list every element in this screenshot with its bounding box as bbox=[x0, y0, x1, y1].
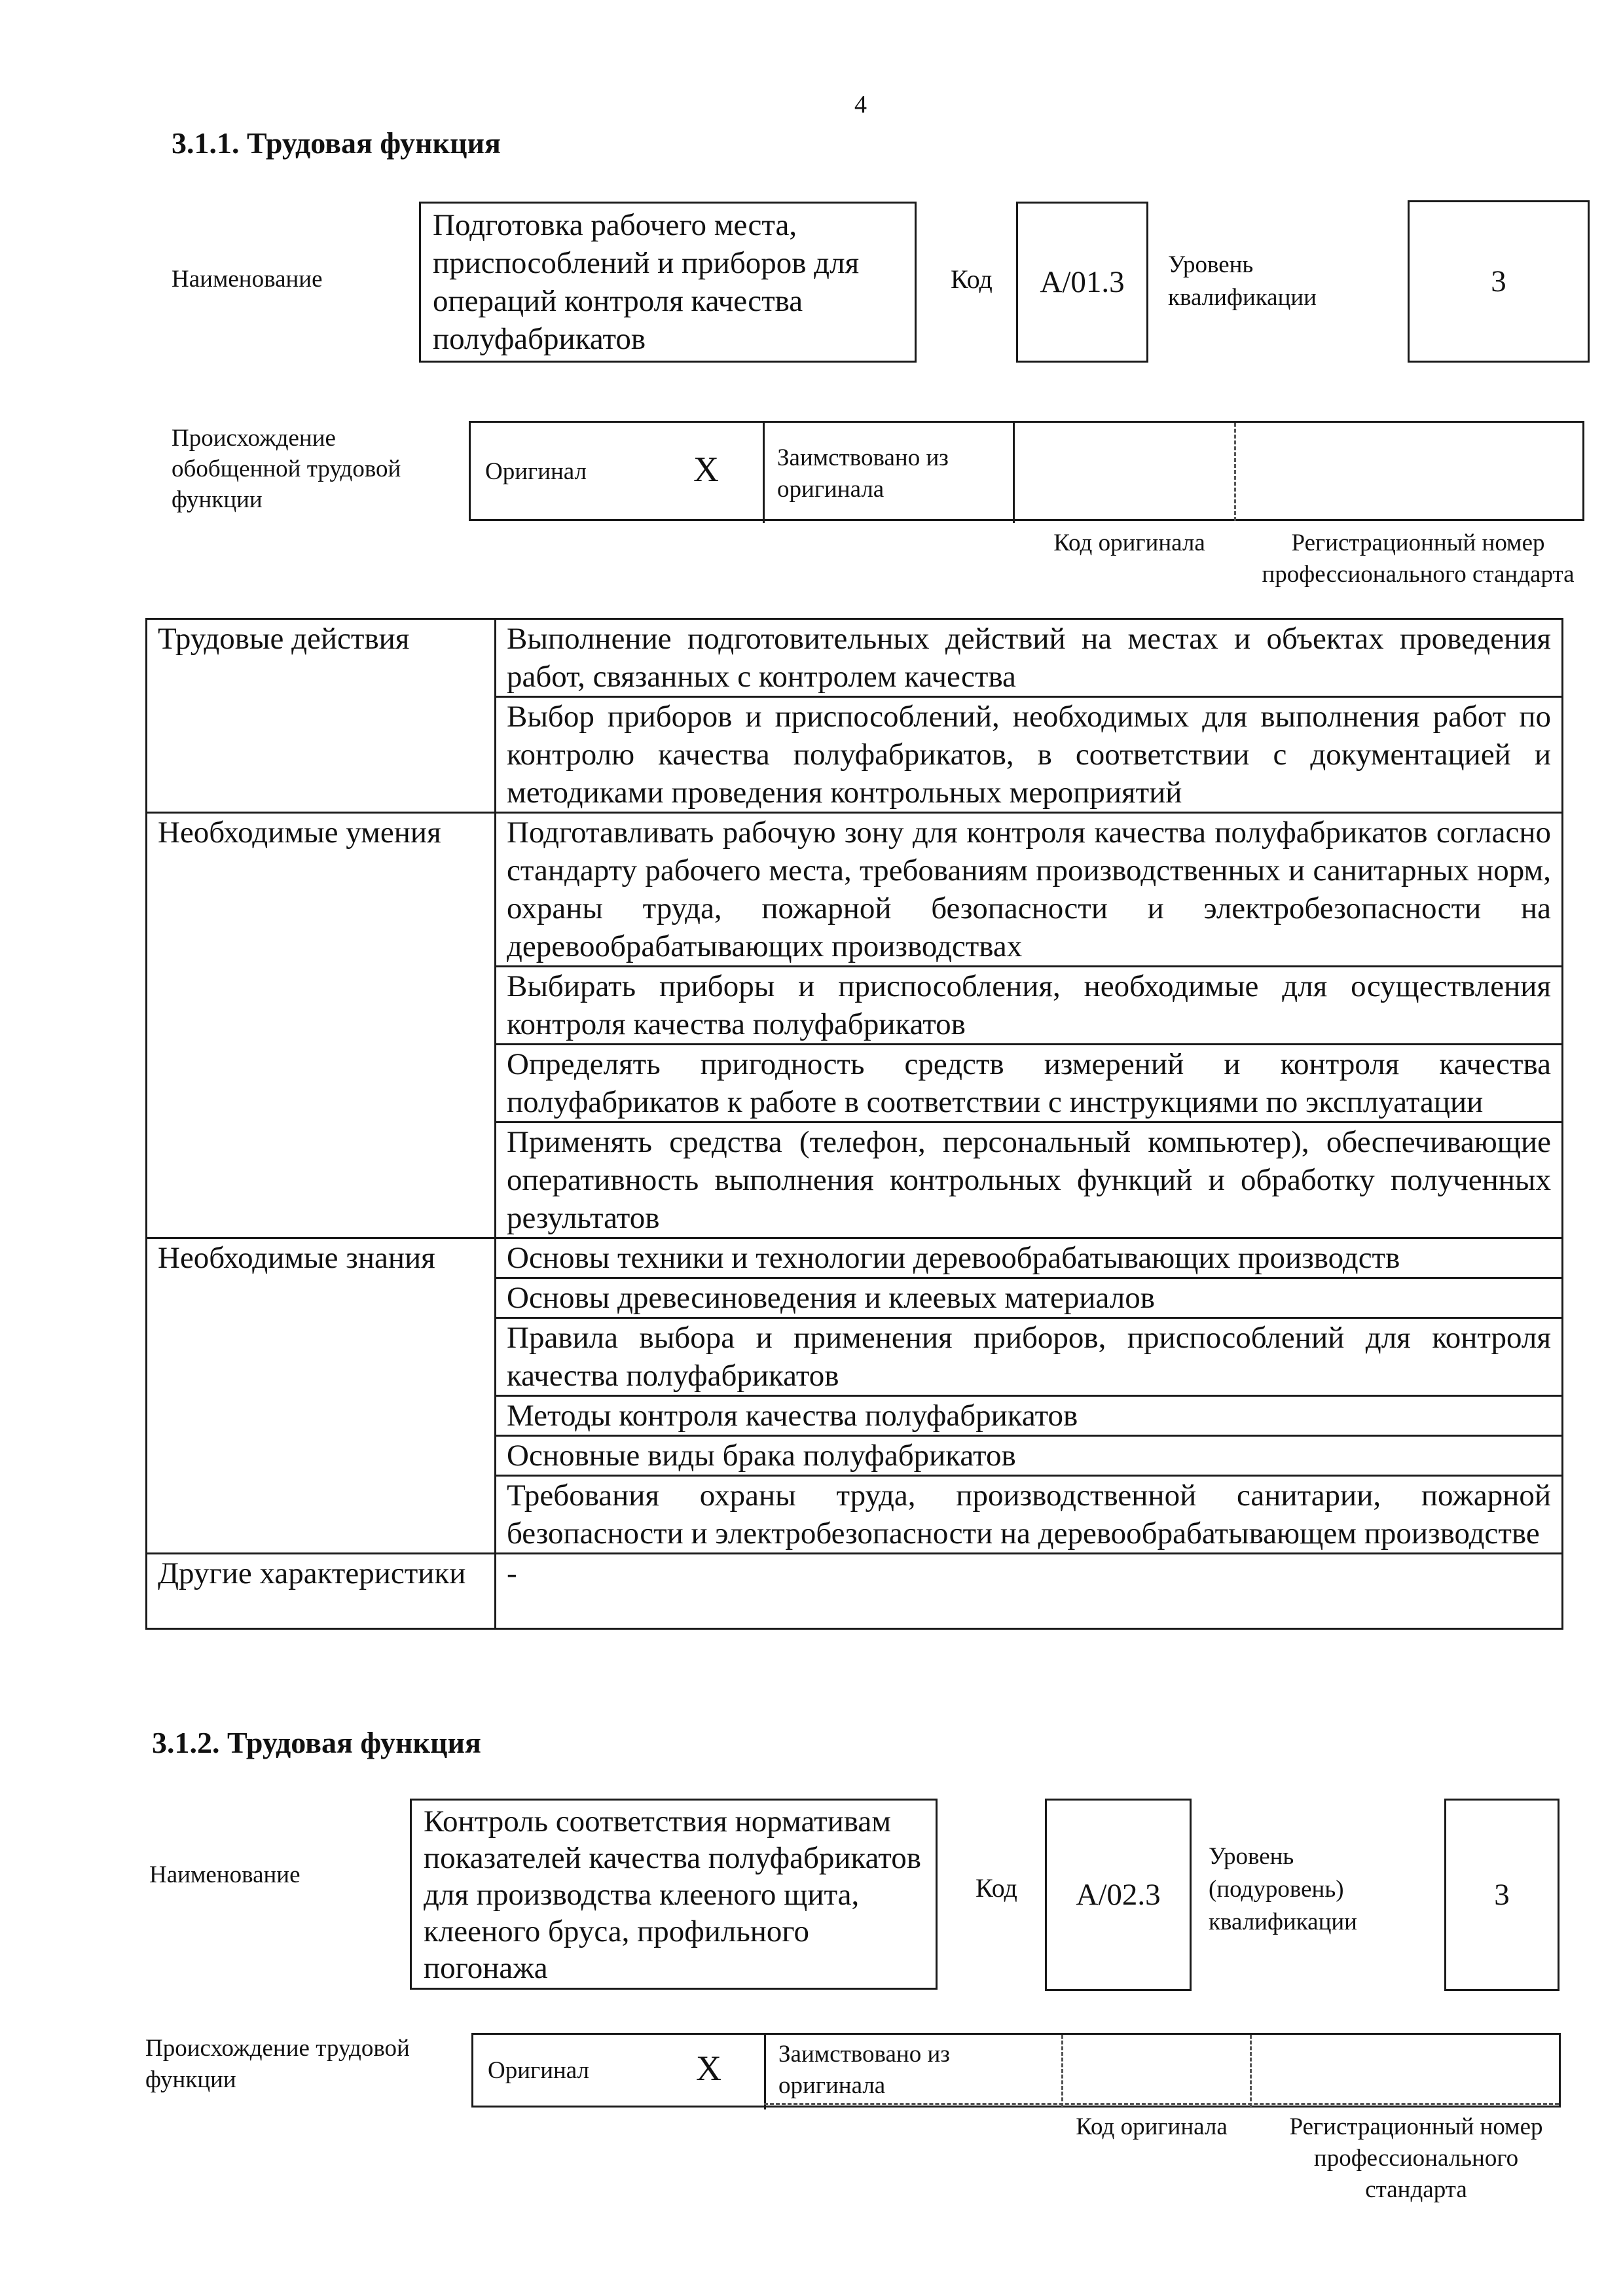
row-head: Другие характеристики bbox=[147, 1554, 496, 1629]
original-mark: X bbox=[696, 2049, 721, 2088]
reg-caption: Регистрационный номер профессионального стандарта bbox=[1262, 529, 1575, 588]
section-title: 3.1.2. Трудовая функция bbox=[152, 1726, 481, 1759]
code-box: А/01.3 bbox=[1016, 202, 1148, 363]
table-cell: Подготавливать рабочую зону для контроля качества полуфабрикатов согласно стандарту рабочего места, требованиям производственных и санитарных норм, охраны труда, пожарной безопасности и электробезопасности на деревообрабатывающих производствах bbox=[496, 813, 1563, 967]
level-label: Уровень квалификации bbox=[1168, 251, 1317, 311]
table-cell: Выполнение подготовительных действий на местах и объектах проведения работ, связанных с контролем качества bbox=[496, 619, 1563, 697]
reg-caption: Регистрационный номер профессионального стандарта bbox=[1289, 2113, 1543, 2203]
row-head: Необходимые умения bbox=[147, 813, 496, 1238]
borrowed-label: Заимствовано из оригинала bbox=[777, 444, 949, 503]
table-cell: Основы техники и технологии деревообрабатывающих производств bbox=[496, 1238, 1563, 1278]
function-name-box: Контроль соответствия нормативам показателей качества полуфабрикатов для производства клееного щита, клееного бруса, профильного погонажа bbox=[410, 1799, 938, 1990]
origin-label: Происхождение обобщенной трудовой функции bbox=[172, 425, 401, 513]
code-box: А/02.3 bbox=[1045, 1799, 1192, 1991]
original-mark: X bbox=[693, 450, 719, 489]
table-cell: - bbox=[496, 1554, 1563, 1629]
section-title: 3.1.1. Трудовая функция bbox=[172, 126, 501, 160]
row-head: Необходимые знания bbox=[147, 1238, 496, 1554]
original-label: Оригинал bbox=[488, 2057, 590, 2084]
table-row bbox=[147, 1554, 1563, 1629]
row-head: Трудовые действия bbox=[147, 619, 496, 813]
page-number: 4 bbox=[854, 91, 867, 118]
origin-label: Происхождение трудовой функции bbox=[145, 2035, 410, 2093]
table-cell: Основы древесиноведения и клеевых материалов bbox=[496, 1278, 1563, 1318]
labor-function-table bbox=[145, 618, 1563, 1630]
name-label: Наименование bbox=[172, 266, 323, 293]
name-label: Наименование bbox=[149, 1861, 301, 1888]
code-orig-caption: Код оригинала bbox=[1053, 529, 1205, 556]
table-row bbox=[147, 1238, 1563, 1278]
code-label: Код bbox=[951, 264, 993, 294]
borrowed-label: Заимствовано из оригинала bbox=[778, 2041, 950, 2099]
function-name-box: Подготовка рабочего места, приспособлений и приборов для операций контроля качества полуфабрикатов bbox=[419, 202, 917, 363]
table-cell: Правила выбора и применения приборов, приспособлений для контроля качества полуфабрикатов bbox=[496, 1318, 1563, 1396]
table-row bbox=[147, 619, 1563, 697]
table-cell: Методы контроля качества полуфабрикатов bbox=[496, 1396, 1563, 1436]
table-cell: Выбирать приборы и приспособления, необходимые для осуществления контроля качества полуфабрикатов bbox=[496, 967, 1563, 1045]
table-cell: Применять средства (телефон, персональный компьютер), обеспечивающие оперативность выполнения контрольных функций и обработку полученных результатов bbox=[496, 1122, 1563, 1238]
original-label: Оригинал bbox=[485, 458, 587, 485]
level-box: 3 bbox=[1408, 200, 1590, 363]
level-label: Уровень (подуровень) квалификации bbox=[1209, 1843, 1357, 1935]
table-cell: Выбор приборов и приспособлений, необходимых для выполнения работ по контролю качества полуфабрикатов, в соответствии с документацией и методиками проведения контрольных мероприятий bbox=[496, 697, 1563, 813]
origin-box bbox=[469, 421, 1584, 521]
table-row bbox=[147, 813, 1563, 967]
origin-box bbox=[471, 2033, 1561, 2108]
table-cell: Требования охраны труда, производственной санитарии, пожарной безопасности и электробезопасности на деревообрабатывающем производстве bbox=[496, 1476, 1563, 1554]
table-cell: Основные виды брака полуфабрикатов bbox=[496, 1436, 1563, 1476]
code-orig-caption: Код оригинала bbox=[1076, 2113, 1228, 2140]
code-label: Код bbox=[976, 1873, 1017, 1903]
table-cell: Определять пригодность средств измерений и контроля качества полуфабрикатов к работе в соответствии с инструкциями по эксплуатации bbox=[496, 1045, 1563, 1122]
level-box: 3 bbox=[1444, 1799, 1559, 1991]
